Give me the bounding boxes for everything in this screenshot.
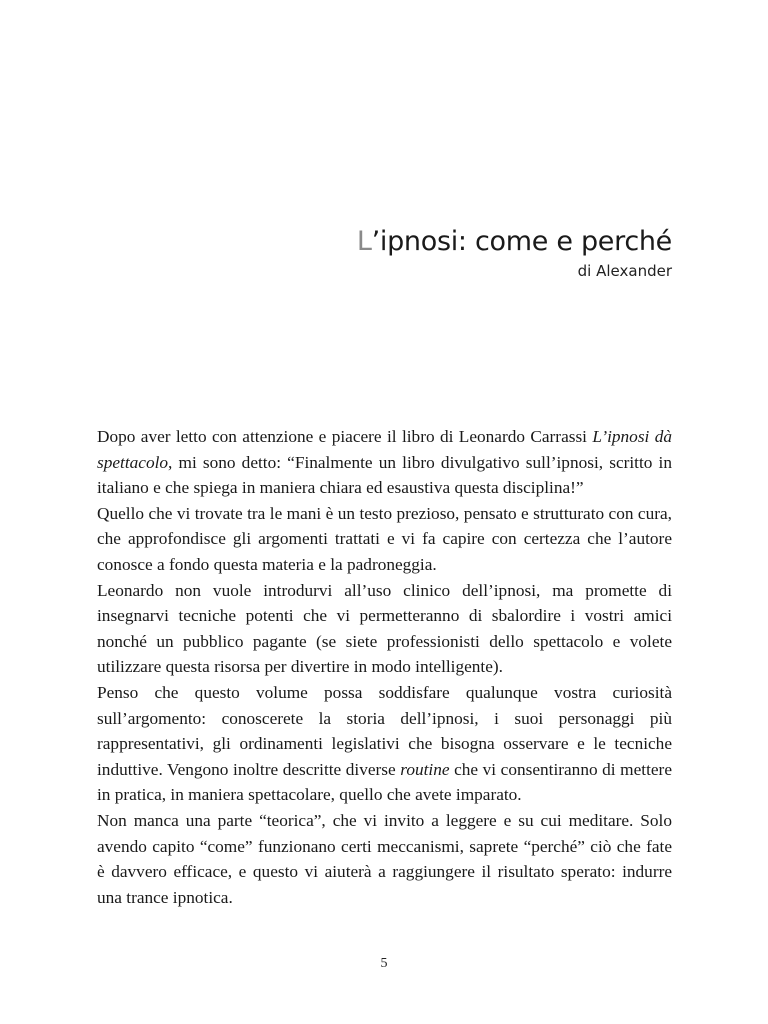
paragraph-text: Dopo aver letto con attenzione e piacere il libro di Leonardo Carrassi [97,427,593,446]
chapter-header [357,224,672,281]
paragraph-3 [97,578,672,680]
paragraph-text: Leonardo non vuole introdurvi all’uso clinico dell’ipnosi, ma promette di insegnarvi tecniche potenti che vi permetteranno di sbalordire i vostri amici nonché un pubblico pagante (se siete professionisti dello spettacolo e volete utilizzare questa risorsa per divertire in modo intelligente). [97,580,672,677]
paragraph-text: che vi consentiranno di mettere in pratica, in maniera spettacolare, quello che avete imparato. [97,759,672,805]
paragraph-2 [97,501,672,578]
title-rest: ’ipnosi: come e perché [371,226,672,257]
paragraph-text: Penso che questo volume possa soddisfare qualunque vostra curiosità sull’argomento: conoscerete la storia dell’ipnosi, i suoi personaggi più rappresentativi, gli ordinamenti legislativi che bisogna osservare e le tecniche induttive. Vengono inoltre descritte diverse [97,682,672,779]
page-number: 5 [380,956,388,971]
chapter-title [357,224,672,260]
paragraph-1 [97,424,672,501]
paragraph-text: Non manca una parte “teorica”, che vi invito a leggere e su cui meditare. Solo avendo capito “come” funzionano certi meccanismi, saprete “perché” ciò che fate è davvero efficace, e questo vi aiuterà a raggiungere il risultato sperato: indurre una trance ipnotica. [97,810,672,907]
paragraph-text: Quello che vi trovate tra le mani è un testo prezioso, pensato e strutturato con cura, che approfondisce gli argomenti trattati e vi fa capire con certezza che l’autore conosce a fondo questa materia e la padroneggia. [97,503,672,574]
body-text [97,424,672,910]
paragraph-text: , mi sono detto: “Finalmente un libro divulgativo sull’ipnosi, scritto in italiano e che spiega in maniera chiara ed esaustiva questa disciplina!” [97,452,672,498]
paragraph-5 [97,808,672,910]
paragraph-4 [97,680,672,808]
chapter-author: di Alexander [577,262,672,280]
book-title-italic: L’ipnosi dà spettacolo [97,427,673,472]
routine-italic: routine [400,759,450,779]
title-initial: L [356,226,372,257]
